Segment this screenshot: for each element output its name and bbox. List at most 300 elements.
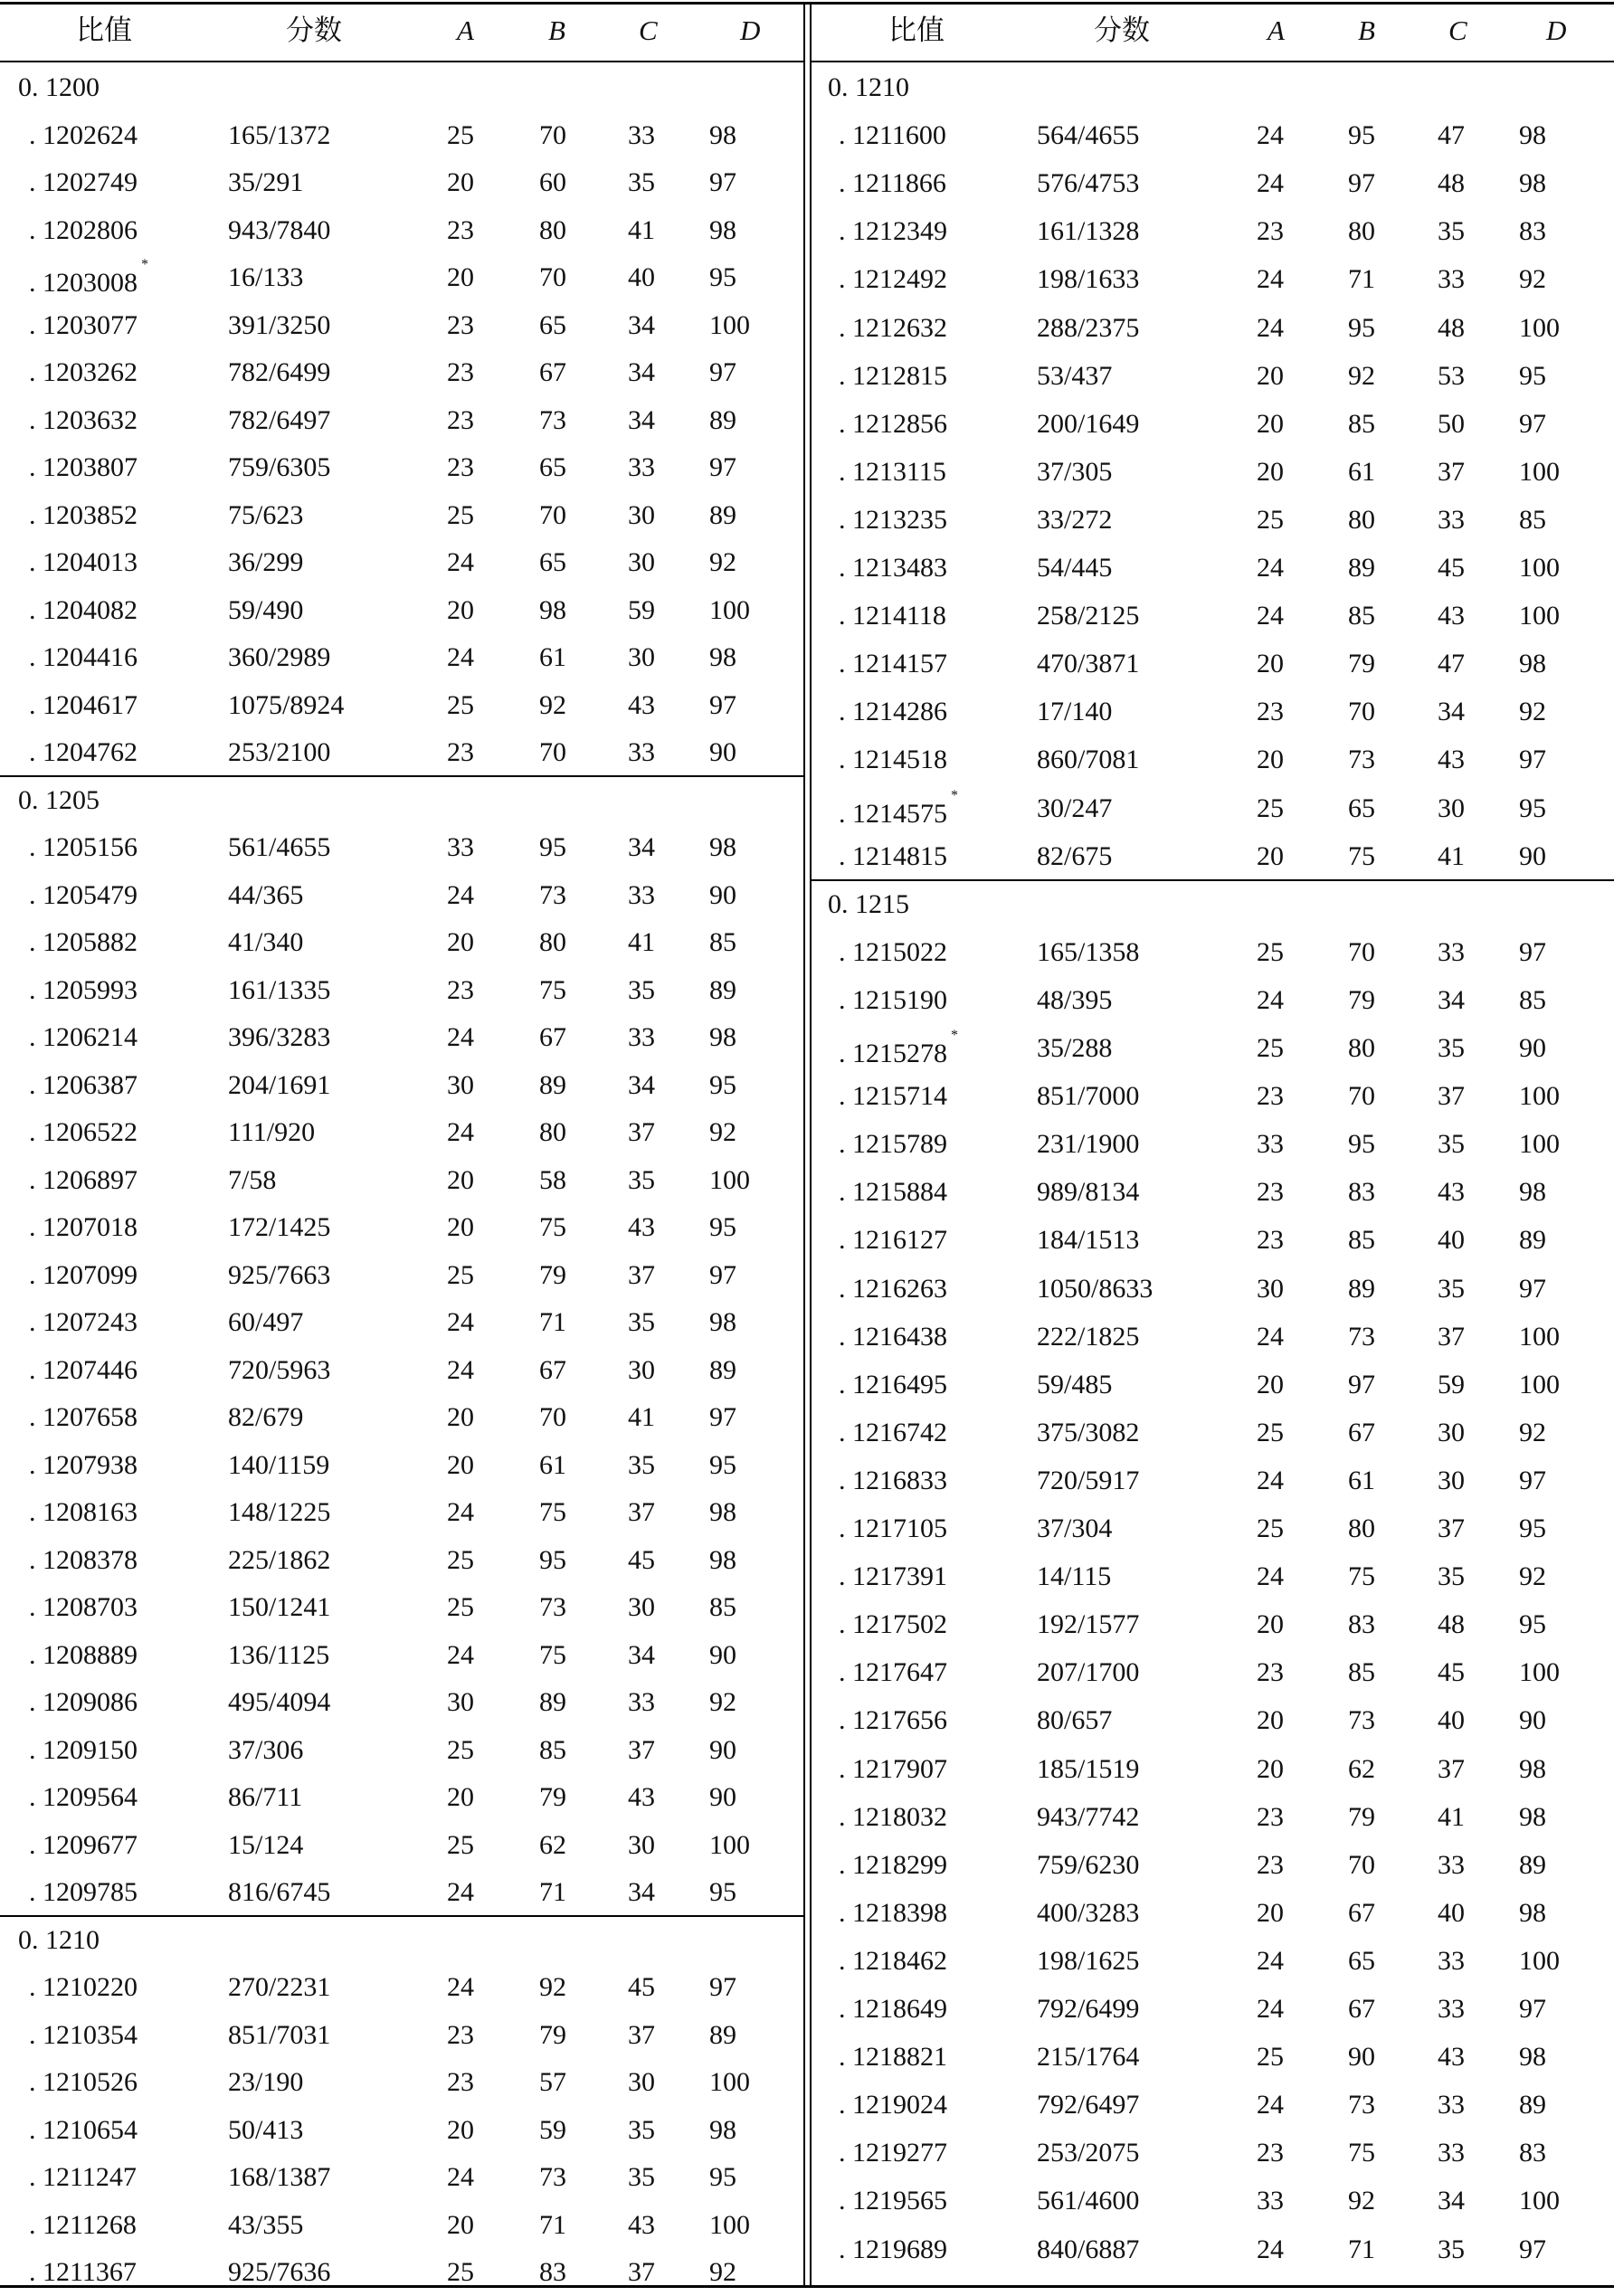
a-cell xyxy=(1257,1560,1284,1594)
d-cell-text: 100 xyxy=(709,594,750,625)
a-cell-text: 24 xyxy=(1257,601,1284,631)
c-cell-text: 33 xyxy=(1438,504,1465,535)
a-cell xyxy=(447,1828,474,1863)
c-cell-text: 33 xyxy=(628,119,655,150)
table-row xyxy=(812,832,1614,880)
ratio-cell-text: . 1211367 xyxy=(29,2257,137,2287)
c-cell xyxy=(628,1210,655,1245)
c-cell-text: 41 xyxy=(1438,1801,1465,1832)
ratio-cell-text: . 1210354 xyxy=(29,2019,138,2050)
ratio-cell xyxy=(29,498,138,533)
d-cell-text: 95 xyxy=(709,1069,736,1100)
fraction-cell-text: 150/1241 xyxy=(228,1592,331,1622)
c-cell-text: 34 xyxy=(628,404,655,435)
fraction-cell-text: 816/6745 xyxy=(228,1877,331,1907)
c-cell xyxy=(628,925,655,960)
ratio-cell-text: . 1206214 xyxy=(29,1022,138,1052)
ratio-cell-text: . 1206387 xyxy=(29,1069,138,1100)
ratio-cell xyxy=(839,1320,947,1354)
ratio-cell-text: . 1211866 xyxy=(839,168,946,199)
a-cell xyxy=(447,1210,474,1245)
b-cell xyxy=(1348,2136,1375,2170)
b-cell xyxy=(1348,1464,1375,1498)
ratio-cell xyxy=(29,2160,137,2195)
d-cell-text: 83 xyxy=(1519,2138,1546,2168)
table-row xyxy=(812,400,1614,448)
fraction-cell xyxy=(1037,1800,1139,1835)
d-cell-text: 100 xyxy=(1519,1657,1560,1688)
fraction-cell-text: 231/1900 xyxy=(1037,1129,1140,1160)
c-cell xyxy=(628,2018,655,2053)
fraction-cell-text: 54/445 xyxy=(1037,553,1113,583)
b-cell xyxy=(1348,1992,1375,2026)
fraction-cell xyxy=(228,640,330,675)
fraction-cell-text: 7/58 xyxy=(228,1164,277,1195)
ratio-cell-text: . 1213483 xyxy=(839,553,947,583)
d-cell xyxy=(709,498,736,533)
d-cell-text: 97 xyxy=(709,167,736,197)
c-cell-text: 33 xyxy=(1438,1994,1465,2024)
ratio-cell-text: . 1217907 xyxy=(839,1753,947,1784)
d-cell xyxy=(1519,1703,1546,1738)
fraction-cell-text: 270/2231 xyxy=(228,1972,331,2002)
fraction-cell xyxy=(1037,1464,1139,1498)
c-cell xyxy=(1438,1848,1465,1883)
b-cell-text: 80 xyxy=(1348,1513,1375,1543)
fraction-cell xyxy=(1037,551,1112,585)
a-cell xyxy=(447,1400,474,1435)
b-cell-text: 73 xyxy=(539,2162,566,2192)
d-cell xyxy=(1519,1656,1560,1690)
d-cell xyxy=(709,1495,736,1530)
ratio-cell xyxy=(29,1970,138,2005)
fraction-cell-text: 48/395 xyxy=(1037,984,1113,1015)
d-cell xyxy=(709,878,736,913)
c-cell-text: 48 xyxy=(1438,1609,1465,1640)
c-cell-text: 43 xyxy=(1438,745,1465,775)
fraction-cell xyxy=(1037,407,1139,441)
fraction-cell-text: 192/1577 xyxy=(1037,1609,1140,1640)
table-row xyxy=(0,538,803,586)
fraction-cell xyxy=(1037,1175,1139,1210)
a-cell xyxy=(447,1543,474,1578)
d-cell-text: 89 xyxy=(709,974,736,1005)
b-cell xyxy=(1348,1320,1375,1354)
a-cell xyxy=(1257,2233,1284,2267)
d-cell xyxy=(709,119,736,153)
d-cell xyxy=(1519,743,1546,777)
d-cell-text: 100 xyxy=(709,1829,750,1860)
fraction-cell xyxy=(228,261,303,295)
fraction-cell-text: 30/247 xyxy=(1037,792,1113,823)
a-cell xyxy=(1257,214,1284,249)
ratio-cell xyxy=(29,735,138,770)
fraction-cell xyxy=(228,688,344,723)
c-cell-text: 30 xyxy=(1438,1465,1465,1495)
b-cell xyxy=(1348,2088,1375,2122)
b-cell xyxy=(539,546,566,580)
fraction-cell-text: 288/2375 xyxy=(1037,312,1140,343)
header-b: B xyxy=(548,14,565,46)
c-cell-text: 45 xyxy=(628,1544,655,1575)
c-cell-text: 40 xyxy=(1438,1225,1465,1256)
table-row xyxy=(0,681,803,729)
a-cell xyxy=(447,1115,474,1150)
b-cell xyxy=(1348,407,1375,441)
b-cell-text: 61 xyxy=(1348,456,1375,487)
b-cell-text: 70 xyxy=(1348,1849,1375,1880)
c-cell xyxy=(628,498,655,533)
c-cell-text: 30 xyxy=(1438,792,1465,823)
a-cell-text: 23 xyxy=(1257,1177,1284,1208)
ratio-cell xyxy=(29,403,138,438)
fraction-cell xyxy=(1037,1079,1139,1114)
c-cell-text: 30 xyxy=(628,499,655,530)
b-cell-text: 70 xyxy=(539,119,566,150)
table-row xyxy=(0,1631,803,1679)
a-cell xyxy=(1257,1848,1284,1883)
fraction-cell xyxy=(1037,1127,1139,1162)
ratio-cell-text: . 1216263 xyxy=(839,1273,947,1304)
b-cell xyxy=(539,1970,566,2005)
table-row xyxy=(812,1216,1614,1264)
a-cell-text: 24 xyxy=(447,1639,474,1670)
ratio-cell-text: . 1204082 xyxy=(29,594,138,625)
fraction-cell xyxy=(1037,1656,1139,1690)
d-cell-text: 97 xyxy=(709,689,736,720)
ratio-cell xyxy=(839,1800,947,1835)
c-cell xyxy=(628,356,655,390)
b-cell xyxy=(539,1448,566,1483)
a-cell-text: 20 xyxy=(1257,840,1284,871)
c-cell-text: 47 xyxy=(1438,649,1465,679)
c-cell xyxy=(1438,983,1465,1018)
c-cell xyxy=(1438,551,1465,585)
fraction-cell-text: 561/4655 xyxy=(228,832,331,862)
ratio-cell-text: . 1218299 xyxy=(839,1849,947,1880)
d-cell xyxy=(709,546,736,580)
d-cell-text: 100 xyxy=(1519,1945,1560,1976)
c-cell xyxy=(1438,1752,1465,1787)
ratio-cell xyxy=(29,925,138,960)
c-cell xyxy=(1438,2136,1465,2170)
fraction-cell-text: 172/1425 xyxy=(228,1212,331,1242)
c-cell-text: 35 xyxy=(1438,1033,1465,1063)
a-cell-text: 23 xyxy=(1257,1849,1284,1880)
b-cell xyxy=(539,403,566,438)
group-label: 0. 1210 xyxy=(18,1924,100,1955)
d-cell xyxy=(709,1400,736,1435)
fraction-cell xyxy=(228,1733,303,1768)
a-cell xyxy=(447,593,474,628)
fraction-cell xyxy=(1037,695,1112,729)
a-cell-text: 20 xyxy=(1257,1609,1284,1640)
c-cell xyxy=(1438,743,1465,777)
a-cell xyxy=(447,640,474,675)
fraction-cell xyxy=(228,1115,315,1150)
a-cell xyxy=(1257,262,1284,297)
c-cell xyxy=(628,1305,655,1340)
header-d: D xyxy=(740,14,761,46)
b-cell-text: 71 xyxy=(539,1877,566,1907)
header-c: C xyxy=(639,14,658,46)
c-cell-text: 37 xyxy=(1438,1753,1465,1784)
a-cell-text: 24 xyxy=(1257,2234,1284,2264)
a-cell-text: 25 xyxy=(1257,936,1284,967)
d-cell xyxy=(1519,1127,1560,1162)
b-cell-text: 80 xyxy=(1348,504,1375,535)
d-cell xyxy=(1519,1560,1546,1594)
a-cell xyxy=(447,308,474,343)
b-cell-text: 71 xyxy=(539,2209,566,2240)
c-cell xyxy=(1438,647,1465,681)
table-row xyxy=(812,1600,1614,1648)
b-cell xyxy=(1348,647,1375,681)
c-cell-text: 37 xyxy=(628,1497,655,1527)
a-cell xyxy=(1257,1656,1284,1690)
a-cell xyxy=(1257,311,1284,346)
fraction-cell xyxy=(228,356,330,390)
ratio-cell xyxy=(839,214,947,249)
ratio-cell xyxy=(29,688,138,723)
ratio-cell-text: . 1202749 xyxy=(29,167,138,197)
d-cell-text: 90 xyxy=(1519,1705,1546,1736)
c-cell xyxy=(628,1495,655,1530)
c-cell xyxy=(628,403,655,438)
b-cell-text: 95 xyxy=(1348,1129,1375,1160)
fraction-cell-text: 161/1335 xyxy=(228,974,331,1005)
c-cell xyxy=(628,2113,655,2148)
c-cell xyxy=(1438,1703,1465,1738)
c-cell-text: 37 xyxy=(628,1259,655,1290)
ratio-cell xyxy=(839,695,947,729)
b-cell-text: 79 xyxy=(1348,984,1375,1015)
ratio-cell-text: . 1210220 xyxy=(29,1972,138,2002)
d-cell xyxy=(1519,1272,1546,1306)
d-cell-text: 98 xyxy=(709,214,736,245)
a-cell xyxy=(447,166,474,200)
ratio-cell-text: . 1204617 xyxy=(29,689,138,720)
d-cell-text: 97 xyxy=(709,1402,736,1432)
ratio-cell-text: . 1217647 xyxy=(839,1657,947,1688)
b-cell xyxy=(1348,1800,1375,1835)
a-cell-text: 24 xyxy=(1257,120,1284,151)
c-cell xyxy=(628,1543,655,1578)
ratio-cell-text: . 1209564 xyxy=(29,1782,138,1812)
a-cell-text: 20 xyxy=(447,262,474,292)
a-cell-text: 20 xyxy=(1257,649,1284,679)
d-cell-text: 98 xyxy=(709,119,736,150)
fraction-cell-text: 60/497 xyxy=(228,1307,304,1337)
fraction-cell xyxy=(1037,1272,1153,1306)
table-row xyxy=(0,206,803,254)
c-cell-text: 35 xyxy=(1438,1561,1465,1592)
b-cell-text: 75 xyxy=(539,1212,566,1242)
b-cell xyxy=(539,166,566,200)
header-fraction: 分数 xyxy=(286,14,342,46)
ratio-cell-text: . 1218462 xyxy=(839,1945,947,1976)
fraction-cell-text: 759/6305 xyxy=(228,452,331,482)
b-cell-text: 85 xyxy=(539,1734,566,1765)
c-cell xyxy=(1438,1223,1465,1257)
d-cell xyxy=(709,1875,736,1910)
d-cell-text: 97 xyxy=(1519,408,1546,439)
c-cell xyxy=(1438,262,1465,297)
b-cell-text: 80 xyxy=(539,214,566,245)
fraction-cell-text: 759/6230 xyxy=(1037,1849,1140,1880)
d-cell xyxy=(1519,1848,1546,1883)
d-cell-text: 95 xyxy=(709,262,736,292)
c-cell-text: 37 xyxy=(1438,1321,1465,1352)
ratio-cell-text: . 1214157 xyxy=(839,649,947,679)
fraction-cell-text: 258/2125 xyxy=(1037,601,1140,631)
b-cell xyxy=(1348,840,1375,874)
ratio-cell-text: . 1207018 xyxy=(29,1212,138,1242)
ratio-cell-text: . 1207099 xyxy=(29,1259,138,1290)
b-cell-text: 73 xyxy=(539,1592,566,1622)
group-label: 0. 1205 xyxy=(18,784,100,815)
a-cell-text: 25 xyxy=(447,2257,474,2287)
table-row xyxy=(0,633,803,681)
ratio-cell xyxy=(839,1752,947,1787)
b-cell-text: 92 xyxy=(539,1972,566,2002)
fraction-cell-text: 360/2989 xyxy=(228,642,331,672)
d-cell xyxy=(709,640,736,675)
fraction-cell-text: 59/485 xyxy=(1037,1369,1113,1399)
c-cell xyxy=(1438,792,1465,826)
d-cell-text: 98 xyxy=(1519,1753,1546,1784)
c-cell xyxy=(1438,166,1465,201)
table-row xyxy=(812,1504,1614,1552)
table-row xyxy=(0,158,803,206)
fraction-cell-text: 840/6887 xyxy=(1037,2234,1140,2264)
c-cell-text: 35 xyxy=(628,1307,655,1337)
table-row xyxy=(0,918,803,966)
fraction-cell xyxy=(1037,743,1139,777)
a-cell xyxy=(1257,551,1284,585)
d-cell-text: 98 xyxy=(1519,120,1546,151)
a-cell xyxy=(1257,1512,1284,1546)
b-cell xyxy=(539,1305,566,1340)
ratio-cell-text: . 1214118 xyxy=(839,601,946,631)
a-cell xyxy=(447,973,474,1008)
d-cell-text: 98 xyxy=(709,642,736,672)
table-row xyxy=(0,1583,803,1631)
a-cell-text: 25 xyxy=(447,499,474,530)
b-cell-text: 79 xyxy=(539,1259,566,1290)
ratio-cell-text: . 1208378 xyxy=(29,1544,138,1575)
a-cell xyxy=(447,403,474,438)
b-cell-text: 60 xyxy=(539,167,566,197)
fraction-cell xyxy=(1037,1848,1139,1883)
a-cell xyxy=(1257,1368,1284,1402)
d-cell-text: 98 xyxy=(709,1307,736,1337)
d-cell-text: 95 xyxy=(709,1877,736,1907)
ratio-cell xyxy=(839,407,947,441)
a-cell-text: 24 xyxy=(1257,984,1284,1015)
d-cell-text: 85 xyxy=(1519,984,1546,1015)
a-cell-text: 20 xyxy=(447,1449,474,1480)
b-cell xyxy=(539,2018,566,2053)
d-cell-text: 97 xyxy=(1519,2234,1546,2264)
d-cell-text: 92 xyxy=(1519,697,1546,727)
ratio-cell-text: . 1210526 xyxy=(29,2067,138,2097)
table-row xyxy=(0,2011,803,2059)
c-cell-text: 43 xyxy=(1438,2042,1465,2073)
table-row xyxy=(812,928,1614,976)
table-row xyxy=(812,1456,1614,1504)
d-cell xyxy=(709,261,736,295)
a-cell xyxy=(447,1590,474,1625)
b-cell xyxy=(1348,695,1375,729)
d-cell-text: 98 xyxy=(1519,168,1546,199)
fraction-cell xyxy=(1037,1944,1139,1978)
ratio-cell xyxy=(29,1258,138,1293)
table-row xyxy=(812,1361,1614,1409)
d-cell-text: 92 xyxy=(1519,264,1546,295)
c-cell-text: 35 xyxy=(628,1449,655,1480)
d-cell xyxy=(1519,119,1546,153)
c-cell xyxy=(628,166,655,200)
ratio-cell-text: . 1212349 xyxy=(839,216,947,247)
fraction-cell-text: 111/920 xyxy=(228,1117,316,1147)
b-cell xyxy=(539,2255,566,2290)
a-cell-text: 23 xyxy=(1257,1657,1284,1688)
a-cell-text: 23 xyxy=(1257,1225,1284,1256)
c-cell-text: 30 xyxy=(628,1354,655,1385)
c-cell xyxy=(1438,1320,1465,1354)
a-cell xyxy=(1257,599,1284,633)
d-cell-text: 97 xyxy=(1519,1465,1546,1495)
ratio-cell xyxy=(29,1733,138,1768)
d-cell xyxy=(1519,935,1546,970)
a-cell xyxy=(447,1305,474,1340)
b-cell xyxy=(1348,1560,1375,1594)
c-cell xyxy=(1438,1127,1465,1162)
c-cell xyxy=(1438,840,1465,874)
fraction-cell-text: 561/4600 xyxy=(1037,2186,1140,2216)
b-cell-text: 65 xyxy=(1348,792,1375,823)
d-cell xyxy=(1519,2136,1546,2170)
c-cell-text: 34 xyxy=(628,832,655,862)
fraction-cell xyxy=(228,546,303,580)
c-cell-text: 48 xyxy=(1438,168,1465,199)
a-cell-text: 20 xyxy=(447,2209,474,2240)
a-cell xyxy=(1257,359,1284,394)
c-cell-text: 45 xyxy=(628,1972,655,2002)
a-cell xyxy=(447,213,474,248)
left-header-row xyxy=(0,0,803,62)
c-cell xyxy=(1438,214,1465,249)
d-cell-text: 98 xyxy=(1519,1897,1546,1928)
ratio-cell xyxy=(839,119,946,153)
ratio-cell xyxy=(29,1210,138,1245)
a-cell-text: 23 xyxy=(447,309,474,340)
table-row xyxy=(0,2201,803,2249)
a-cell-text: 20 xyxy=(447,167,474,197)
b-cell-text: 80 xyxy=(1348,1033,1375,1063)
c-cell-text: 45 xyxy=(1438,553,1465,583)
table-row xyxy=(812,1648,1614,1696)
d-cell xyxy=(1519,1800,1546,1835)
d-cell-text: 95 xyxy=(1519,360,1546,391)
ratio-cell xyxy=(29,973,138,1008)
right-column xyxy=(812,0,1614,2290)
d-cell-text: 100 xyxy=(1519,312,1560,343)
c-cell xyxy=(628,1163,655,1198)
table-row xyxy=(812,688,1614,735)
ratio-cell-text: . 1212856 xyxy=(839,408,947,439)
